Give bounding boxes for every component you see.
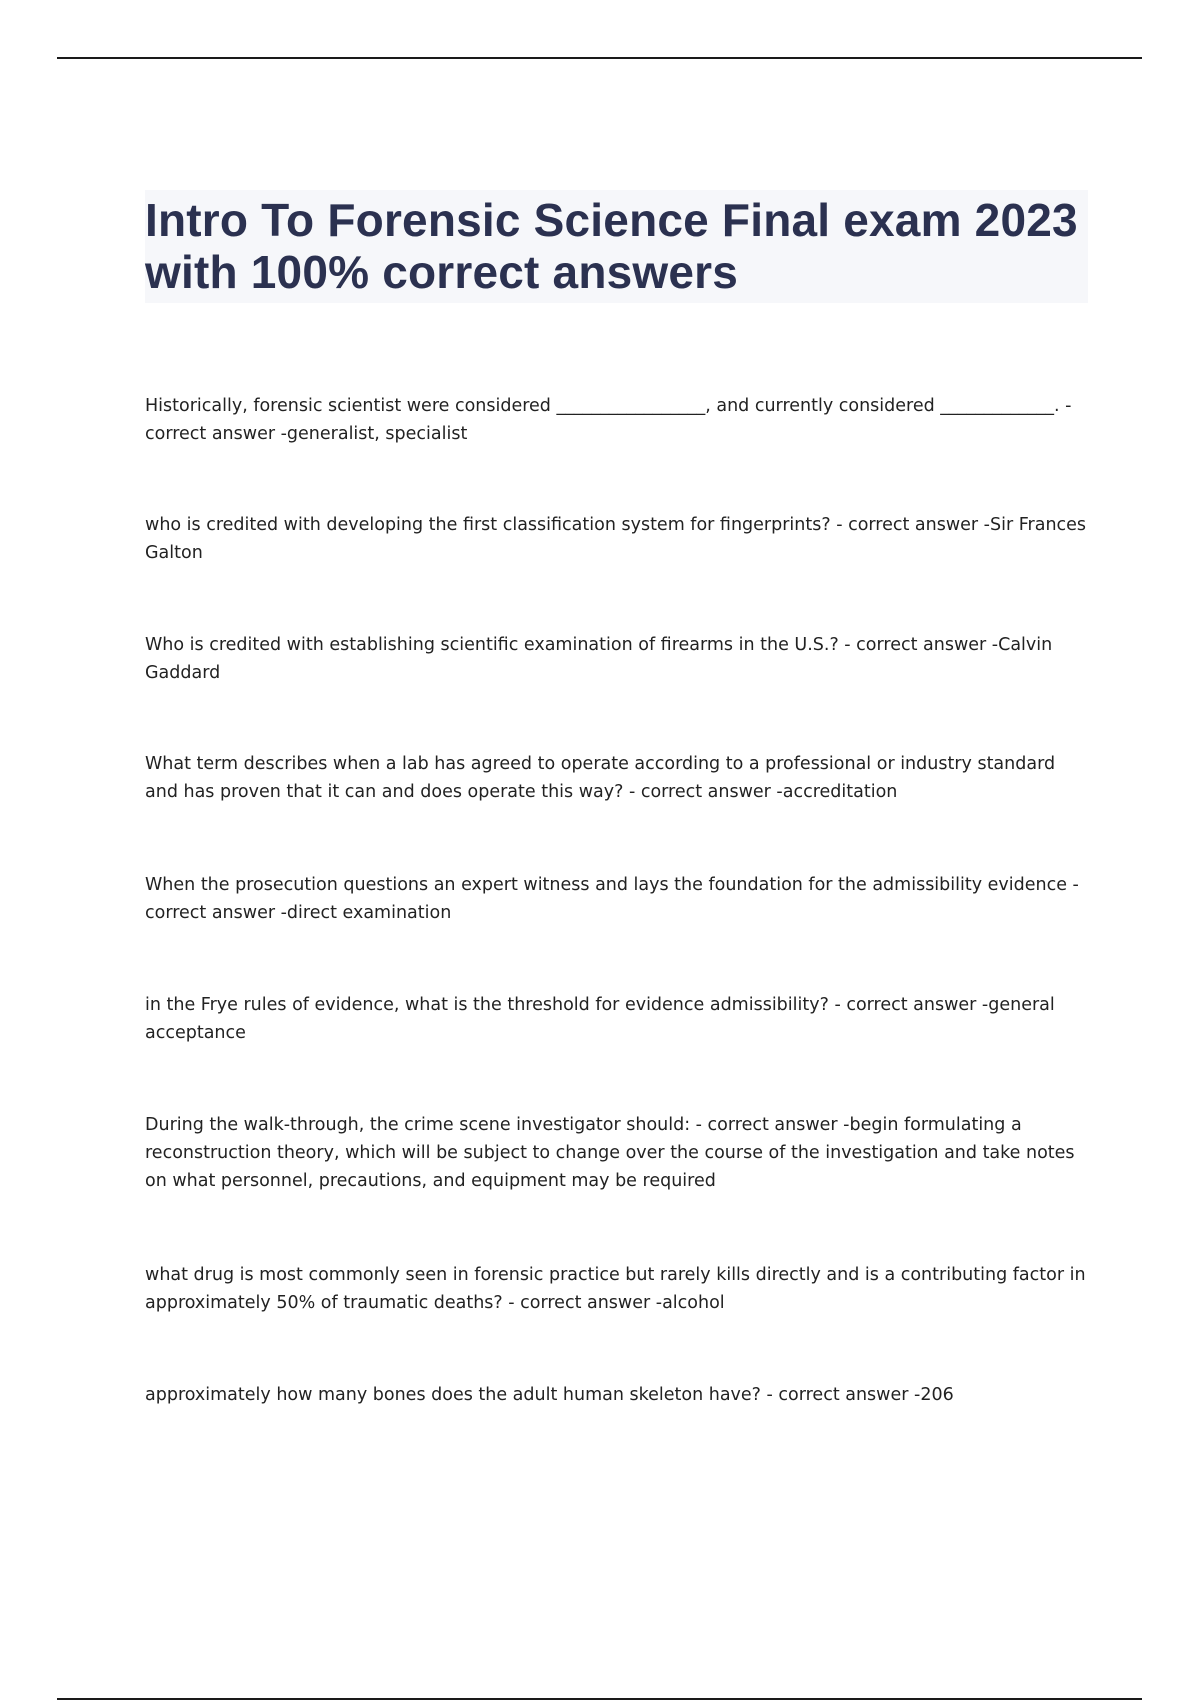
qa-item-5: When the prosecution questions an expert witness and lays the foundation for the admissibility evidence - correct answer -direct examination (145, 875, 1079, 923)
page-title: Intro To Forensic Science Final exam 2023 with 100% correct answers (145, 194, 1078, 298)
qa-item-4: What term describes when a lab has agreed to operate according to a professional or industry standard and has proven that it can and does operate this way? - correct answer -accreditation (145, 754, 1056, 802)
qa-item-7: During the walk-through, the crime scene investigator should: - correct answer -begin formulating a reconstruction theory, which will be subject to change over the course of the investigation and take notes on what personnel, precautions, and equipment may be required (145, 1115, 1075, 1191)
title-banner (145, 190, 1088, 303)
qa-item-1: Historically, forensic scientist were considered _________________, and currently considered _____________. - correct answer -generalist, specialist (145, 396, 1072, 444)
qa-item-9: approximately how many bones does the adult human skeleton have? - correct answer -206 (145, 1385, 954, 1405)
qa-item-3: Who is credited with establishing scientific examination of firearms in the U.S.? - correct answer -Calvin Gaddard (145, 635, 1053, 683)
top-rule (57, 57, 1142, 59)
qa-item-8: what drug is most commonly seen in forensic practice but rarely kills directly and is a contributing factor in approximately 50% of traumatic deaths? - correct answer -alcohol (145, 1265, 1086, 1313)
qa-item-2: who is credited with developing the first classification system for fingerprints? - correct answer -Sir Frances Galton (145, 515, 1087, 563)
qa-item-6: in the Frye rules of evidence, what is the threshold for evidence admissibility? - correct answer -general acceptance (145, 995, 1055, 1043)
